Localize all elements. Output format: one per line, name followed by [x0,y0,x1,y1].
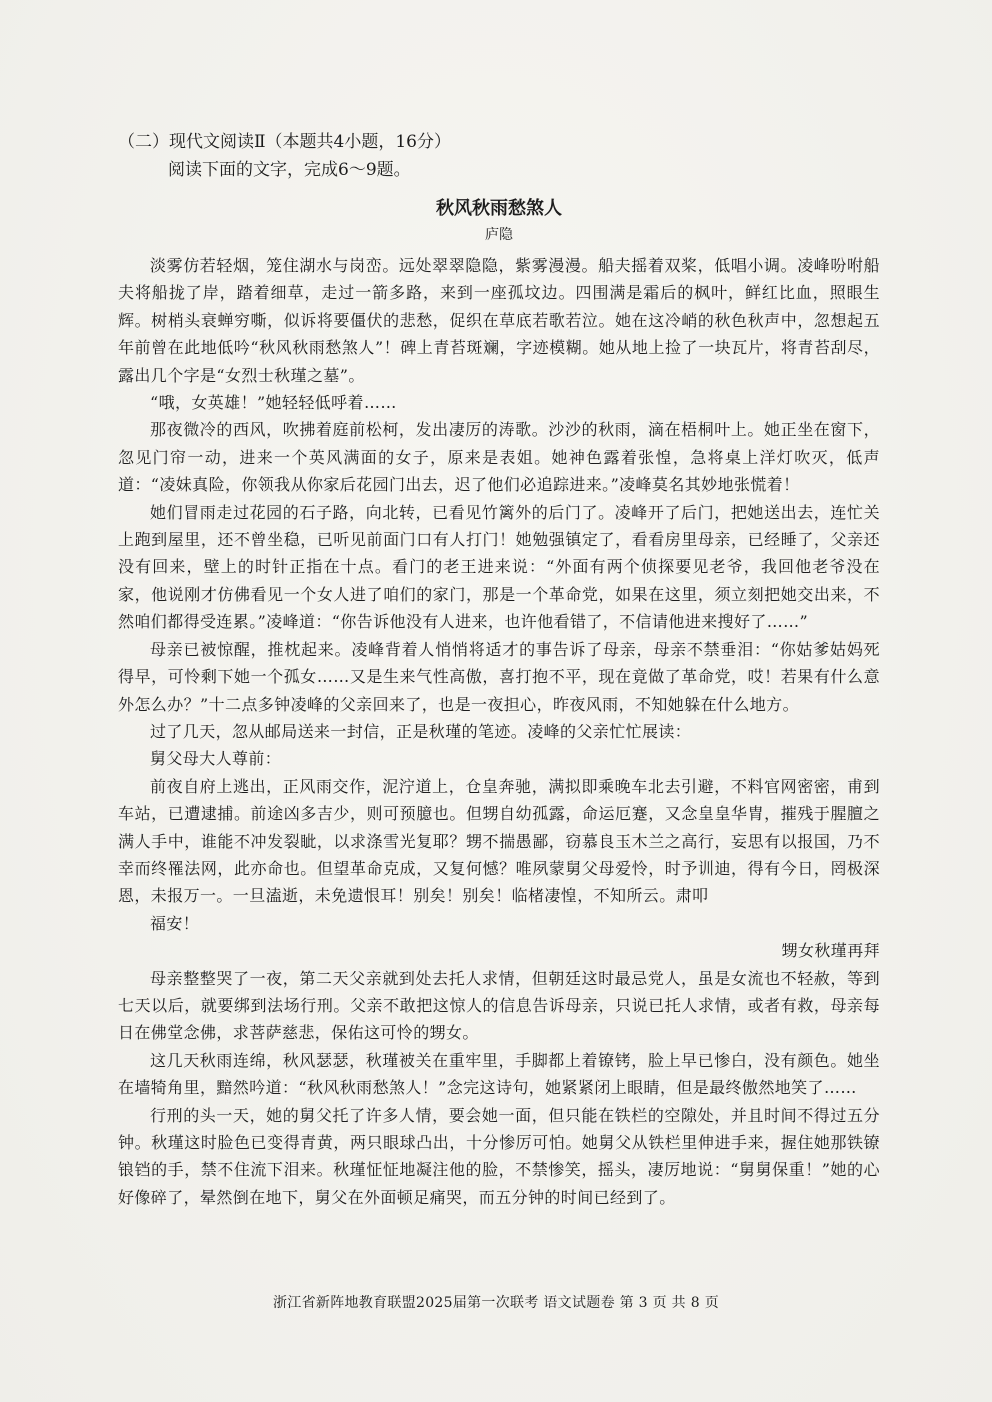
paragraph-4: 她们冒雨走过花园的石子路，向北转，已看见竹篱外的后门了。凌峰开了后门，把她送出去，连忙关上跑到屋里，还不曾坐稳，已听见前面门口有人打门！她勉强镇定了，看看房里母亲，已经睡了，父亲还没有回来，壁上的时针正指在十点。看门的老王进来说：“外面有两个侦探要见老爷，我回他老爷没在家，他说刚才仿佛看见一个女人进了咱们的家门，那是一个革命党，如果在这里，须立刻把她交出来，不然咱们都得受连累。”凌峰道：“你告诉他没有人进来，也许他看错了，不信请他进来搜好了……” [118,502,880,632]
paragraph-5: 母亲已被惊醒，推枕起来。凌峰背着人悄悄将适才的事告诉了母亲，母亲不禁垂泪：“你姑爹姑妈死得早，可怜剩下她一个孤女……又是生来气性高傲，喜打抱不平，现在竟做了革命党，哎！若果有什么意外怎么办？”十二点多钟凌峰的父亲回来了，也是一夜担心，昨夜风雨，不知她躲在什么地方。 [118,639,880,714]
letter-signature: 甥女秋瑾再拜 [781,941,880,961]
section-heading: （二）现代文阅读Ⅱ（本题共4小题，16分） [118,132,452,152]
paragraph-6: 过了几天，忽从邮局送来一封信，正是秋瑾的笔迹。凌峰的父亲忙忙展读： [150,721,692,741]
paragraph-8: 这几天秋雨连绵，秋风瑟瑟，秋瑾被关在重牢里，手脚都上着镣铐，脸上早已惨白，没有颜色。她坐在墙犄角里，黯然吟道：“秋风秋雨愁煞人！”念完这诗句，她紧紧闭上眼睛，但是最终傲然地笑了…… [118,1050,880,1098]
page-footer: 浙江省新阵地教育联盟2025届第一次联考 语文试题卷 第 3 页 共 8 页 [273,1295,719,1311]
paragraph-1: 淡雾仿若轻烟，笼住湖水与岗峦。远处翠翠隐隐，紫雾漫漫。船夫摇着双桨，低唱小调。凌峰吩咐船夫将船拢了岸，踏着细草，走过一箭多路，来到一座孤坟边。四围满是霜后的枫叶，鲜红比血，照眼生辉。树梢头衰蝉穷嘶，似诉将要僵伏的悲愁，促织在草底若歌若泣。她在这冷峭的秋色秋声中，忽想起五年前曾在此地低吟“秋风秋雨愁煞人”！碑上青苔斑斓，字迹模糊。她从地上捡了一块瓦片，将青苔刮尽，露出几个字是“女烈士秋瑾之墓”。 [118,256,880,385]
letter-body: 前夜自府上逃出，正风雨交作，泥泞道上，仓皇奔驰，满拟即乘晚车北去引避，不料官网密密，甫到车站，已遭逮捕。前途凶多吉少，则可预臆也。但甥自幼孤露，命运厄蹇，又念皇皇华胄，摧残于腥膻之满人手中，谁能不冲发裂眦，以求涤雪光复耶？甥不揣愚鄙，窃慕良玉木兰之高行，妄思有以报国，乃不幸而终罹法网，此亦命也。但望革命克成，又复何憾？唯夙蒙舅父母爱怜，时予训迪，得有今日，罔极深恩，未报万一。一旦溘逝，未免遗恨耳！别矣！别矣！临楮凄惶，不知所云。肃叩 [118,776,880,906]
paragraph-2: “哦，女英雄！”她轻轻低呼着…… [150,393,397,413]
letter-closing: 福安！ [150,913,200,933]
reading-instruction: 阅读下面的文字，完成6～9题。 [168,160,411,180]
paragraph-3: 那夜微冷的西风，吹拂着庭前松柯，发出凄厉的涛歌。沙沙的秋雨，滴在梧桐叶上。她正坐在窗下，忽见门帘一动，进来一个英风满面的女子，原来是表姐。她神色露着张惶，急将桌上洋灯吹灭，低声道：“凌妹真险，你领我从你家后花园门出去，迟了他们必追踪进来。”凌峰莫名其妙地张慌着！ [118,420,880,495]
article-author: 庐隐 [485,227,513,243]
article-title: 秋风秋雨愁煞人 [436,198,562,219]
letter-salutation: 舅父母大人尊前： [150,749,282,769]
paragraph-9: 行刑的头一天，她的舅父托了许多人情，要会她一面，但只能在铁栏的空隙处，并且时间不得过五分钟。秋瑾这时脸色已变得青黄，两只眼球凸出，十分惨厉可怕。她舅父从铁栏里伸进手来，握住她那铁镣锒铛的手，禁不住流下泪来。秋瑾怔怔地凝注他的脸，不禁惨笑，摇头，凄厉地说：“舅舅保重！”她的心好像碎了，晕然倒在地下，舅父在外面顿足痛哭，而五分钟的时间已经到了。 [118,1105,880,1207]
paragraph-7: 母亲整整哭了一夜，第二天父亲就到处去托人求情，但朝廷这时最忌党人，虽是女流也不轻赦，等到七天以后，就要绑到法场行刑。父亲不敢把这惊人的信息告诉母亲，只说已托人求情，或者有救，母亲每日在佛堂念佛，求菩萨慈悲，保佑这可怜的甥女。 [118,968,880,1043]
page-content [118,128,880,1211]
